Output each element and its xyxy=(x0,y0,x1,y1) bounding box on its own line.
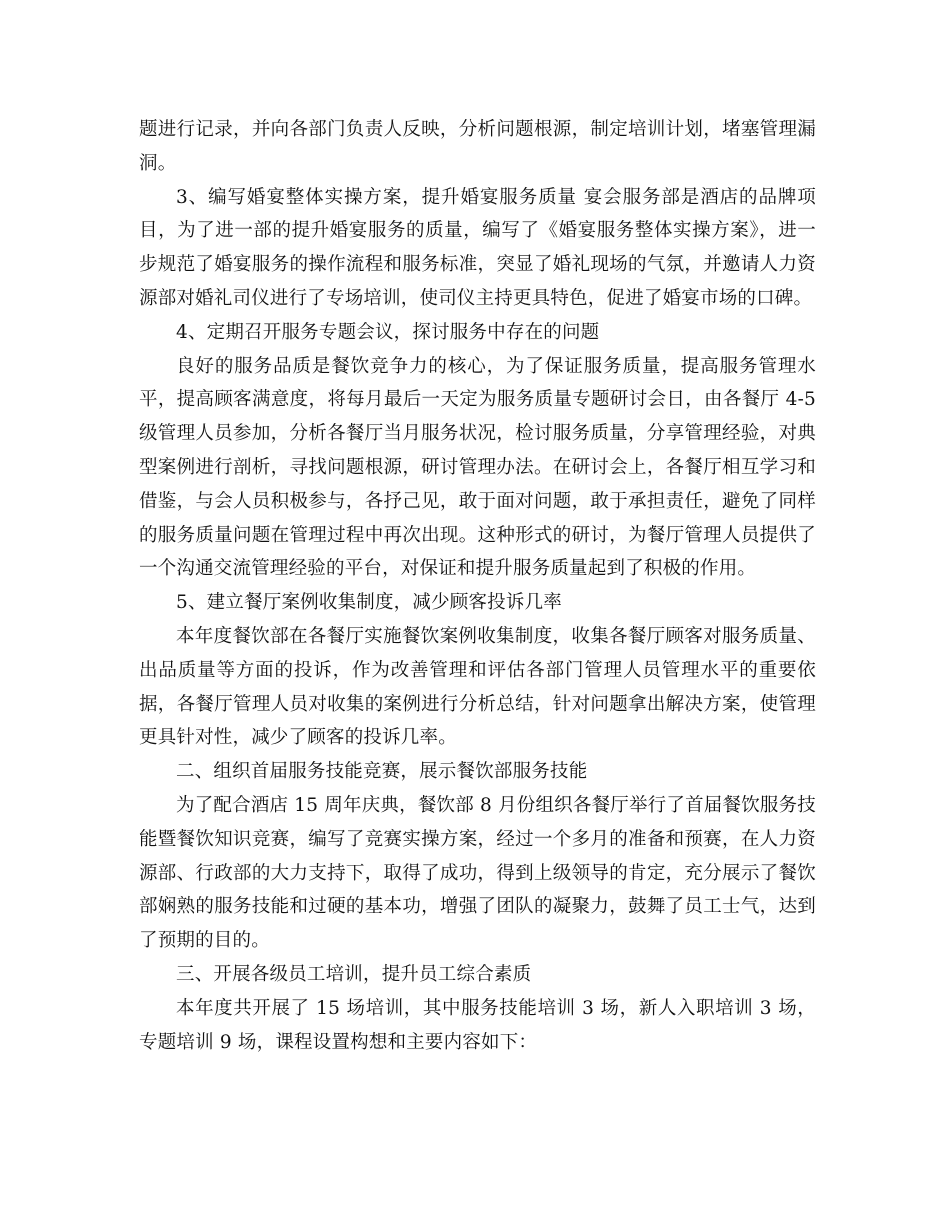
paragraph-heading-service-meeting: 4、定期召开服务专题会议，探讨服务中存在的问题 xyxy=(176,321,600,343)
paragraph-service-meeting: 良好的服务品质是餐饮竞争力的核心，为了保证服务质量，提高服务管理水平，提高顾客满意度，将每月最后一天定为服务质量专题研讨会日，由各餐厅 4-5 级管理人员参加，分析各餐厅当月服务状况，检讨服务质量，分享管理经验，对典型案例进行剖析，寻找问题根源，研讨管理办法。在研讨会上，各餐厅相互学习和借鉴，与会人员积极参与，各抒己见，敢于面对问题，敢于承担责任，避免了同样的服务质量问题在管理过程中再次出现。这种形式的研讨，为餐厅管理人员提供了一个沟通交流管理经验的平台，对保证和提升服务质量起到了积极的作用。 xyxy=(139,355,816,580)
paragraph-heading-skills-contest: 二、组织首届服务技能竞赛，展示餐饮部服务技能 xyxy=(176,761,588,783)
paragraph-continuation: 题进行记录，并向各部门负责人反映，分析问题根源，制定培训计划，堵塞管理漏洞。 xyxy=(139,119,816,174)
paragraph-case-collection: 本年度餐饮部在各餐厅实施餐饮案例收集制度，收集各餐厅顾客对服务质量、出品质量等方面的投诉，作为改善管理和评估各部门管理人员管理水平的重要依据，各餐厅管理人员对收集的案例进行分析总结，针对问题拿出解决方案，使管理更具针对性，减少了顾客的投诉几率。 xyxy=(139,625,816,749)
paragraph-heading-staff-training: 三、开展各级员工培训，提升员工综合素质 xyxy=(176,963,532,985)
paragraph-heading-case-collection: 5、建立餐厅案例收集制度，减少顾客投诉几率 xyxy=(176,592,562,614)
paragraph-staff-training: 本年度共开展了 15 场培训，其中服务技能培训 3 场，新人入职培训 3 场，专题培训 9 场，课程设置构想和主要内容如下： xyxy=(139,997,816,1053)
document-body xyxy=(139,113,816,1059)
paragraph-wedding-plan: 3、编写婚宴整体实操方案，提升婚宴服务质量 宴会服务部是酒店的品牌项目，为了进一部的提升婚宴服务的质量，编写了《婚宴服务整体实操方案》，进一步规范了婚宴服务的操作流程和服务标准，突显了婚礼现场的气氛，并邀请人力资源部对婚礼司仪进行了专场培训，使司仪主持更具特色，促进了婚宴市场的口碑。 xyxy=(139,186,816,309)
paragraph-skills-contest: 为了配合酒店 15 周年庆典，餐饮部 8 月份组织各餐厅举行了首届餐饮服务技能暨餐饮知识竞赛，编写了竞赛实操方案，经过一个多月的准备和预赛，在人力资源部、行政部的大力支持下，取得了成功，得到上级领导的肯定，充分展示了餐饮部娴熟的服务技能和过硬的基本功，增强了团队的凝聚力，鼓舞了员工士气，达到了预期的目的。 xyxy=(139,794,816,952)
